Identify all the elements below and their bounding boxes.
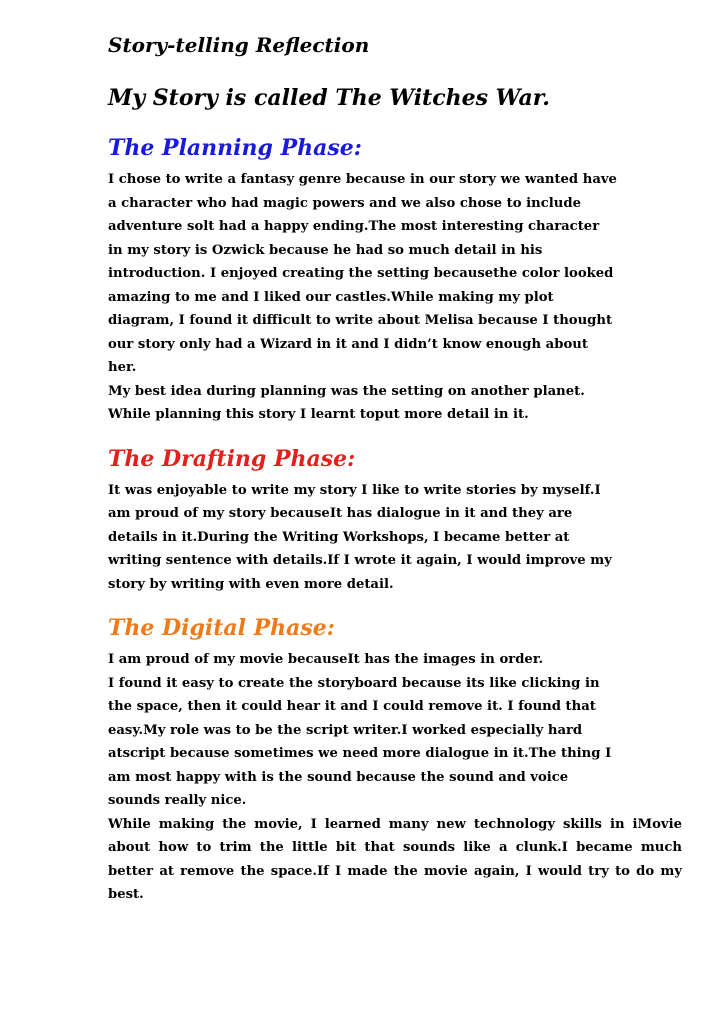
section-digital-phase	[108, 616, 682, 907]
planning-phase-heading: The Planning Phase:	[108, 135, 362, 161]
planning-paragraph-1: I chose to write a fantasy genre because in our story we wanted have a character who had magic powers and we also chose to include adventure solt had a happy ending.The most interesting character in my story is Ozwick because he had so much detail in his introduction. I enjoyed creating the setting becausethe color looked amazing to me and I liked our castles.While making my plot diagram, I found it difficult to write about Melisa because I thought our story only had a Wizard in it and I didn’t know enough about her.	[108, 172, 617, 375]
section-drafting-phase	[108, 447, 682, 597]
planning-paragraph-2: My best idea during planning was the setting on another planet. While planning this story I learnt toput more detail in it.	[108, 383, 585, 422]
digital-paragraph-3: While making the movie, I learned many new technology skills in iMovie about how to trim the little bit that sounds like a clunk.I became much better at remove the space.If I made the movie again, I would try to do my best.	[108, 816, 682, 902]
story-title-line: My Story is called The Witches War.	[108, 85, 550, 111]
drafting-phase-heading: The Drafting Phase:	[108, 445, 356, 472]
digital-paragraph-2: I found it easy to create the storyboard because its like clicking in the space, then it could hear it and I could remove it. I found that easy.My role was to be the script writer.I worked especially hard atscript because sometimes we need more dialogue in it.The thing I am most happy with is the sound because the sound and voice sounds really nice.	[108, 675, 612, 808]
digital-phase-heading: The Digital Phase:	[108, 615, 335, 641]
document-page	[108, 28, 682, 927]
document-title: Story-telling Reflection	[108, 33, 370, 57]
digital-paragraph-1: I am proud of my movie becauseIt has the images in order.	[108, 652, 544, 667]
drafting-paragraph-1: It was enjoyable to write my story I like to write stories by myself.I am proud of my story becauseIt has dialogue in it and they are details in it.During the Writing Workshops, I became better at writing sentence with details.If I wrote it again, I would improve my story by writing with even more detail.	[108, 482, 612, 592]
section-planning-phase	[108, 136, 682, 427]
